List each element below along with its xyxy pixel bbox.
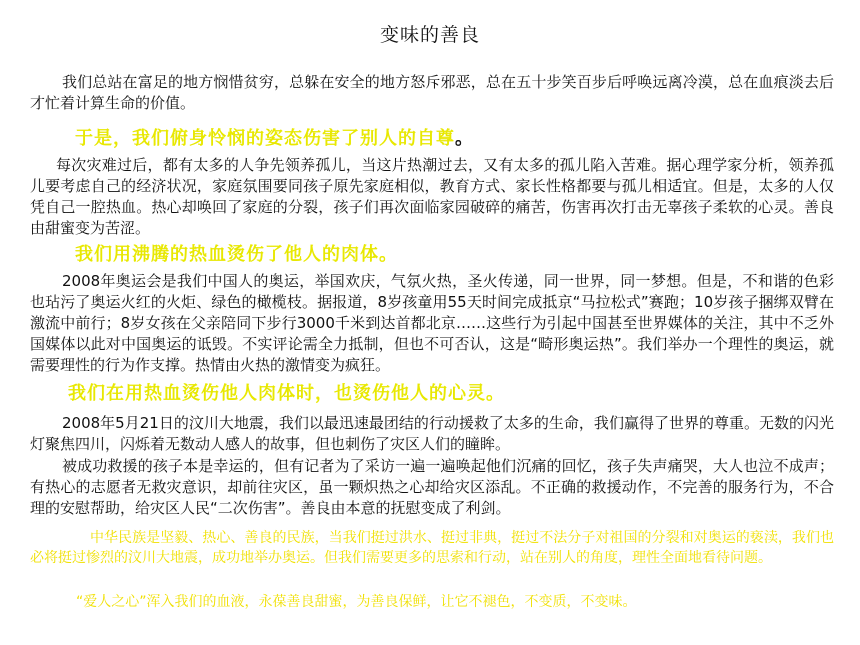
heading-self-esteem-period: 。 xyxy=(455,128,474,149)
footer-paragraph-nation: 中华民族是坚毅、热心、善良的民族，当我们挺过洪水、挺过非典，挺过不法分子对祖国的分裂和对奥运的亵渎，我们也必将挺过惨烈的汶川大地震，成功地举办奥运。但我们需要更多的思索和行动，站在别人的角度，理性全面地看待问题。 xyxy=(30,530,834,566)
heading-flesh: 我们用沸腾的热血烫伤了他人的肉体。 xyxy=(75,244,398,265)
footer-paragraph-love: “爱人之心”浑入我们的血液，永葆善良甜蜜，为善良保鲜，让它不褪色，不变质，不变味。 xyxy=(76,594,637,610)
heading-self-esteem-text: 于是，我们俯身怜悯的姿态伤害了别人的自尊 xyxy=(75,128,455,149)
paragraph-intro: 我们总站在富足的地方悯惜贫穷，总躲在安全的地方怒斥邪恶，总在五十步笑百步后呼唤远离冷漠，总在血痕淡去后才忙着计算生命的价值。 xyxy=(30,73,834,112)
paragraph-rescue: 被成功救援的孩子本是幸运的，但有记者为了采访一遍一遍唤起他们沉痛的回忆，孩子失声痛哭，大人也泣不成声；有热心的志愿者无救灾意识，却前往灾区，虽一颗炽热之心却给灾区添乱。不正确的救援动作，不完善的服务行为，不合理的安慰帮助，给灾区人民“二次伤害”。善良由本意的抚慰变成了利剑。 xyxy=(30,457,834,517)
paragraph-olympics: 2008年奥运会是我们中国人的奥运，举国欢庆，气氛火热，圣火传递，同一世界，同一梦想。但是，不和谐的色彩也玷污了奥运火红的火炬、绿色的橄榄枝。据报道，8岁孩童用55天时间完成抵京“马拉松式”赛跑；10岁孩子捆绑双臂在激流中前行；8岁女孩在父亲陪同下步行3000千米到达首都北京……这些行为引起中国甚至世界媒体的关注，其中不乏外国媒体以此对中国奥运的诋毁。不实评论需全力抵制，但也不可否认，这是“畸形奥运热”。我们举办一个理性的奥运，就需要理性的行为作支撑。热情由火热的激情变为疯狂。 xyxy=(30,272,834,374)
page-title: 变味的善良 xyxy=(379,24,480,46)
heading-self-esteem xyxy=(75,124,474,150)
paragraph-orphans: 每次灾难过后，都有太多的人争先领养孤儿，当这片热潮过去，又有太多的孤儿陷入苦难。据心理学家分析，领养孤儿要考虑自己的经济状况，家庭氛围要同孩子原先家庭相似，教育方式、家长性格都要与孤儿相适宜。但是，太多的人仅凭自己一腔热血。热心却唤回了家庭的分裂，孩子们再次面临家园破碎的痛苦，伤害再次打击无辜孩子柔软的心灵。善良由甜蜜变为苦涩。 xyxy=(30,156,834,237)
heading-heart: 我们在用热血烫伤他人肉体时，也烫伤他人的心灵。 xyxy=(68,383,505,404)
paragraph-earthquake: 2008年5月21日的汶川大地震，我们以最迅速最团结的行动援救了太多的生命，我们赢得了世界的尊重。无数的闪光灯聚焦四川，闪烁着无数动人感人的故事，但也刺伤了灾区人们的瞳眸。 xyxy=(30,414,834,453)
